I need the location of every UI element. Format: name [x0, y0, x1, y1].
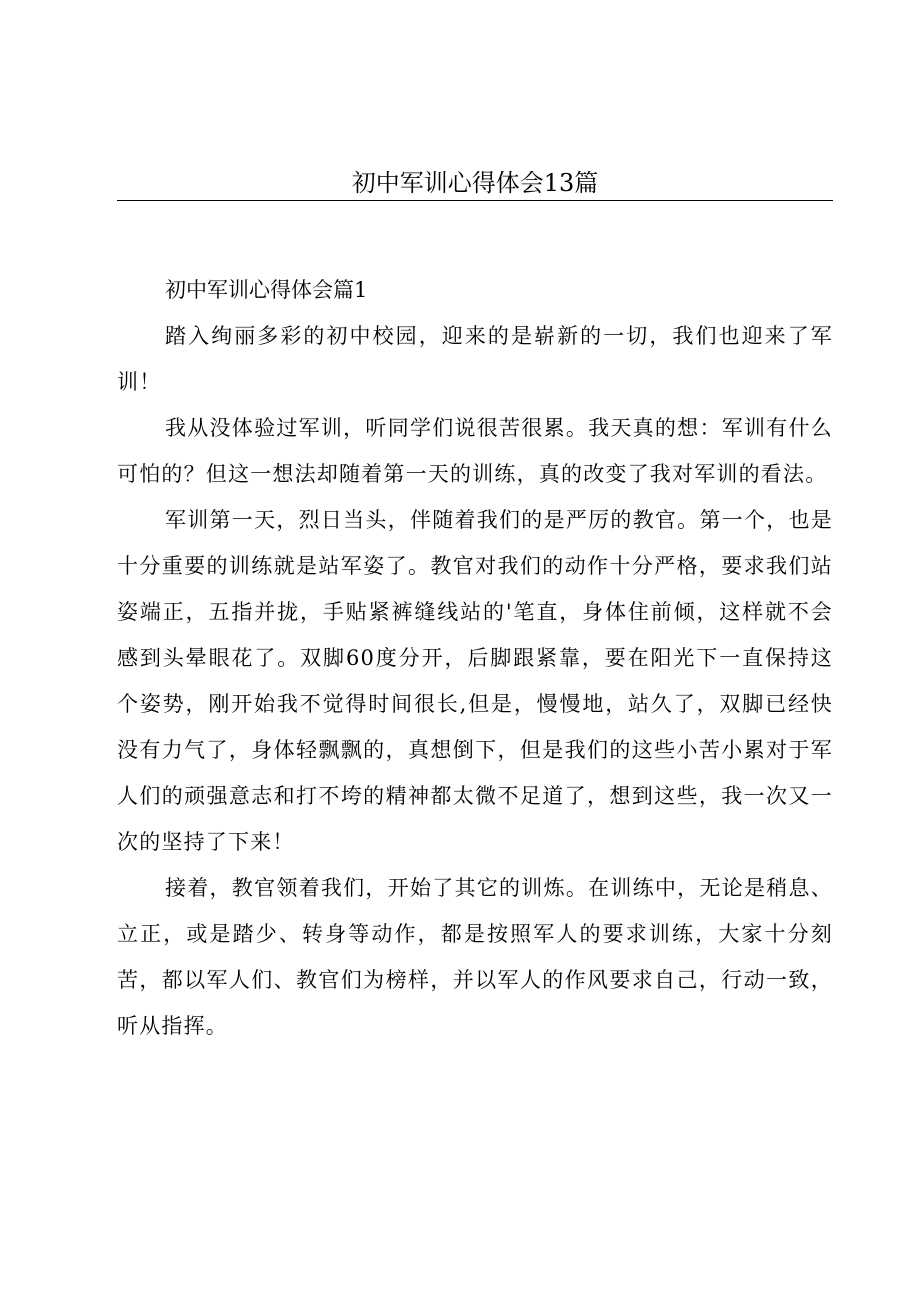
- document-title: 初中军训心得体会13篇: [351, 169, 599, 197]
- section-heading: 初中军训心得体会篇1: [165, 278, 368, 302]
- paragraph-2: 我从没体验过军训，听同学们说很苦很累。我天真的想：军训有什么可怕的？但这一想法却随着第一天的训练，真的改变了我对军训的看法。: [117, 416, 833, 486]
- paragraph-4: 接着，教官领着我们，开始了其它的训炼。在训练中，无论是稍息、立正，或是踏少、转身等动作，都是按照军人的要求训练，大家十分刻苦，都以军人们、教官们为榜样，并以军人的作风要求自己，行动一致，听从指挥。: [117, 876, 833, 1038]
- paragraph-1: 踏入绚丽多彩的初中校园，迎来的是崭新的一切，我们也迎来了军训！: [117, 324, 833, 394]
- paragraph-3: 军训第一天，烈日当头，伴随着我们的是严厉的教官。第一个，也是十分重要的训练就是站军姿了。教官对我们的动作十分严格，要求我们站姿端正，五指并拢，手贴紧裤缝线站的'笔直，身体住前倾，这样就不会感到头晕眼花了。双脚60度分开，后脚跟紧靠，要在阳光下一直保持这个姿势，刚开始我不觉得时间很长,但是，慢慢地，站久了，双脚已经快没有力气了，身体轻飘飘的，真想倒下，但是我们的这些小苦小累对于军人们的顽强意志和打不垮的精神都太微不足道了，想到这些，我一次又一次的坚持了下来！: [117, 508, 833, 854]
- document-body: [117, 267, 833, 1049]
- title-underline: [117, 200, 833, 201]
